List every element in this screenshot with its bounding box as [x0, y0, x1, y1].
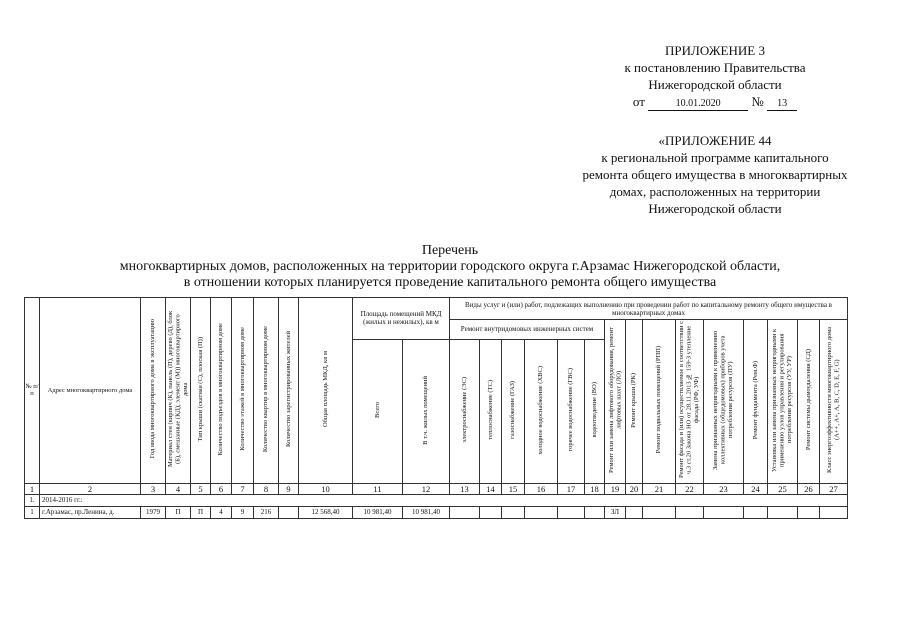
col-header-residents: Количество зарегистрированных жителей — [279, 298, 299, 484]
row-foundation — [744, 506, 768, 518]
appendix-44-line5: Нижегородской области — [648, 201, 782, 216]
column-number: 26 — [798, 483, 820, 494]
row-year: 1979 — [141, 506, 166, 518]
column-number: 6 — [211, 483, 232, 494]
column-numbers-row — [25, 483, 848, 494]
column-number: 20 — [626, 483, 643, 494]
decree-date: 10.01.2020 — [648, 98, 748, 111]
appendix-3-line2: к постановлению Правительства — [624, 60, 806, 75]
row-address: г.Арзамас, пр.Ленина, д. — [40, 506, 141, 518]
row-material: П — [166, 506, 191, 518]
row-residents — [279, 506, 299, 518]
col-header-hot-water: горячее водоснабжение (ГВС) — [558, 339, 585, 483]
row-total-area: 12 568,40 — [299, 506, 353, 518]
document-title — [40, 243, 860, 291]
row-facade — [676, 506, 704, 518]
row-entrances: 4 — [211, 506, 232, 518]
column-number: 9 — [279, 483, 299, 494]
appendix-44-line2: к региональной программе капитального — [601, 150, 829, 165]
row-area-all: 10 981,40 — [353, 506, 403, 518]
column-number: 17 — [558, 483, 585, 494]
appendix-44-line3: ремонта общего имущества в многоквартирных — [582, 167, 848, 182]
row-elec — [450, 506, 480, 518]
appendix-44-line4: домах, расположенных на территории — [609, 184, 821, 199]
row-flats: 216 — [254, 506, 279, 518]
period-row — [25, 494, 848, 506]
from-label: от — [632, 94, 645, 109]
column-number: 19 — [605, 483, 626, 494]
column-number: 16 — [525, 483, 558, 494]
column-number: 11 — [353, 483, 403, 494]
col-header-internal-systems: Ремонт внутридомовых инженерных систем — [450, 320, 605, 340]
column-number: 22 — [676, 483, 704, 494]
table-row — [25, 506, 848, 518]
col-header-total-area: Общая площадь МКД, кв м — [299, 298, 353, 484]
column-number: 3 — [141, 483, 166, 494]
appendix-3-title: ПРИЛОЖЕНИЕ 3 — [665, 43, 765, 58]
column-number: 10 — [299, 483, 353, 494]
row-roof-repair — [626, 506, 643, 518]
column-number: 7 — [232, 483, 254, 494]
col-header-area-living: В т.ч. жилых помещений — [403, 339, 450, 483]
col-header-facade: Ремонт фасада и (или) осуществляемое в соответствии с ч.3 ст.20 Закона НО от 28.11.2013 № 159-З утепление фасада (РФ, УФ) — [676, 320, 704, 484]
column-number: 5 — [191, 483, 211, 494]
period-number: 1. — [25, 494, 40, 506]
col-header-energy-class: Класс энергоэффективности многоквартирного дома (А++, А+, А, В, С, D, E, F, G) — [820, 320, 848, 484]
appendix-3-date-line — [560, 93, 870, 111]
row-basement — [643, 506, 676, 518]
row-num: 1 — [25, 506, 40, 518]
appendix-44-header — [540, 132, 890, 217]
title-line-3: в отношении которых планируется проведение капитального ремонта общего имущества — [183, 275, 717, 290]
row-lift: ЗЛ — [605, 506, 626, 518]
column-number: 24 — [744, 483, 768, 494]
col-header-area-group: Площадь помещений МКД (жилых и нежилых), кв м — [353, 298, 450, 340]
title-line-1: Перечень — [421, 243, 479, 258]
column-number: 18 — [585, 483, 605, 494]
col-header-meters: Замена признанных непригодными к применению коллективных (общедомовых) приборов учета потребления ресурсов (ПУ) — [704, 320, 744, 484]
appendix-3-line3: Нижегородской области — [648, 77, 782, 92]
column-number: 1 — [25, 483, 40, 494]
col-header-sewer: водоотведение (ВО) — [585, 339, 605, 483]
row-gas — [502, 506, 525, 518]
column-number: 27 — [820, 483, 848, 494]
column-number: 12 — [403, 483, 450, 494]
column-number: 25 — [768, 483, 798, 494]
column-number: 23 — [704, 483, 744, 494]
col-header-flats: Количество квартир в многоквартирном доме — [254, 298, 279, 484]
row-cold-water — [525, 506, 558, 518]
col-header-area-all: Всего — [353, 339, 403, 483]
col-header-elec: электроснабжение (ЭС) — [450, 339, 480, 483]
col-header-foundation: Ремонт фундамента (Рем.Ф) — [744, 320, 768, 484]
col-header-cold-water: холодное водоснабжение (ХВС) — [525, 339, 558, 483]
appendix-44-title: «ПРИЛОЖЕНИЕ 44 — [658, 133, 772, 148]
col-header-material: Материал стен (кирпич (К), панель (П), дерево (Д), блок (Б), смешанные (КД), элемент (М)) многоквартирного дома — [166, 298, 191, 484]
row-energy-class — [820, 506, 848, 518]
houses-table — [24, 297, 848, 519]
col-header-smoke: Ремонт системы дымоудаления (СД) — [798, 320, 820, 484]
column-number: 21 — [643, 483, 676, 494]
row-heat — [480, 506, 502, 518]
col-header-entrances: Количество подъездов в многоквартирном доме — [211, 298, 232, 484]
row-smoke — [798, 506, 820, 518]
col-header-gas: газоснабжение (ГАЗ) — [502, 339, 525, 483]
row-control-units — [768, 506, 798, 518]
row-floors: 9 — [232, 506, 254, 518]
col-header-address: Адрес многоквартирного дома — [40, 298, 141, 484]
col-header-year: Год ввода многоквартирного дома в эксплуатацию — [141, 298, 166, 484]
column-number: 13 — [450, 483, 480, 494]
col-header-lift: Ремонт или замена лифтового оборудования, ремонт лифтовых шахт (ЛО) — [605, 320, 626, 484]
col-header-basement: Ремонт подвальных помещений (РПП) — [643, 320, 676, 484]
col-header-works-group: Виды услуг и (или) работ, подлежащих выполнению при проведении работ по капитальному ремонту общего имущества в многоквартирных домах — [450, 298, 848, 320]
column-number: 2 — [40, 483, 141, 494]
column-number: 14 — [480, 483, 502, 494]
column-number: 4 — [166, 483, 191, 494]
row-sewer — [585, 506, 605, 518]
appendix-3-header — [560, 42, 870, 111]
title-line-2: многоквартирных домов, расположенных на территории городского округа г.Арзамас Нижегородской области, — [119, 259, 781, 274]
period-label: 2014-2016 гг.: — [40, 494, 848, 506]
col-header-roof-repair: Ремонт крыши (РК) — [626, 320, 643, 484]
column-number: 8 — [254, 483, 279, 494]
row-meters — [704, 506, 744, 518]
col-header-floors: Количество этажей в многоквартирном доме — [232, 298, 254, 484]
number-label: № — [751, 94, 764, 109]
column-number: 15 — [502, 483, 525, 494]
col-header-heat: теплоснабжение (ТС) — [480, 339, 502, 483]
col-header-control-units: Установка или замена признанных непригодными к применению узлов управления и регулирования потребления ресурсов (УУ, УР) — [768, 320, 798, 484]
col-header-roof: Тип крыши (скатная (С), плоская (П)) — [191, 298, 211, 484]
col-header-num: № п/п — [25, 298, 40, 484]
row-area-living: 10 981,40 — [403, 506, 450, 518]
decree-number: 13 — [767, 98, 797, 111]
row-hot-water — [558, 506, 585, 518]
row-roof: П — [191, 506, 211, 518]
